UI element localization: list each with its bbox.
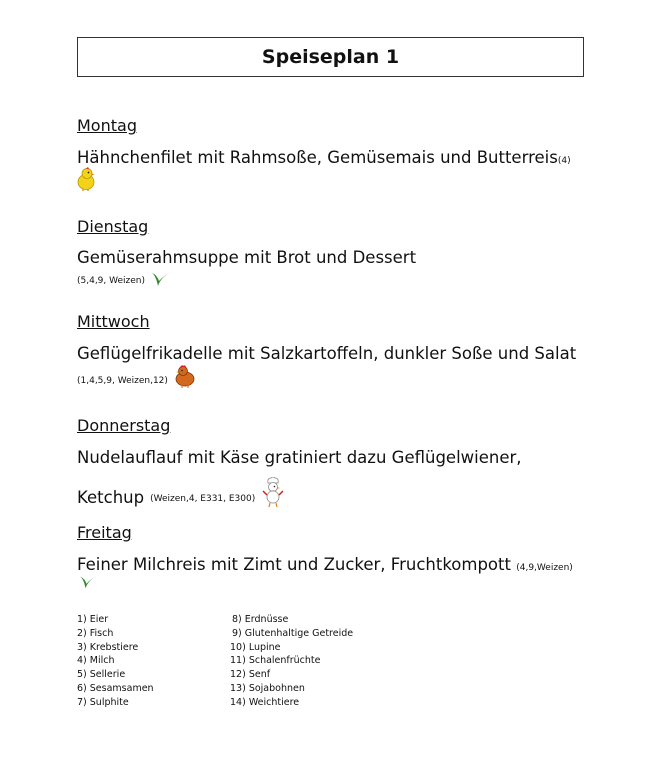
legend-item: 3) Krebstiere [77,641,139,653]
allergen-line-dienstag [77,270,175,288]
allergen-codes: (5,4,9, Weizen) [77,276,146,286]
meal-dienstag: Gemüserahmsuppe mit Brot und Dessert [77,248,417,267]
legend-item: 9) Glutenhaltige Getreide [232,627,354,639]
day-heading-dienstag: Dienstag [77,217,149,236]
day-heading-montag: Montag [77,116,137,135]
legend-item: 11) Schalenfrüchte [230,655,321,667]
meal-donnerstag-line2 [77,477,285,507]
allergen-legend-right [230,613,353,710]
legend-item: 12) Senf [230,669,271,681]
allergen-codes: (1,4,5,9, Weizen,12) [77,376,168,386]
allergen-codes: (4) [557,156,571,166]
legend-item: 14) Weichtiere [230,696,300,708]
meal-donnerstag-line1: Nudelauflauf mit Käse gratiniert dazu Geflügelwiener, [77,448,522,467]
chick-icon [76,167,96,191]
title-box [77,37,584,77]
meal-text: Feiner Milchreis mit Zimt und Zucker, Fruchtkompott [77,555,511,574]
day-heading-freitag: Freitag [77,523,132,542]
meal-text: Hähnchenfilet mit Rahmsoße, Gemüsemais und Butterreis [77,148,558,167]
legend-item: 7) Sulphite [77,696,129,708]
meal-freitag [77,555,573,574]
meal-mittwoch: Geflügelfrikadelle mit Salzkartoffeln, dunkler Soße und Salat [77,344,577,363]
page-title: Speiseplan 1 [261,46,400,68]
allergen-legend-left [77,613,154,710]
legend-item: 2) Fisch [77,627,114,639]
legend-item: 1) Eier [77,614,109,625]
day-heading-mittwoch: Mittwoch [77,312,150,331]
vegetarian-check-icon [78,574,102,590]
allergen-codes: (Weizen,4, E331, E300) [150,494,256,504]
allergen-codes: (4,9,Weizen) [516,563,573,573]
allergen-line-mittwoch [77,364,196,388]
day-heading-donnerstag: Donnerstag [77,416,171,435]
legend-item: 6) Sesamsamen [77,682,154,694]
hen-icon [174,364,196,388]
legend-item: 8) Erdnüsse [232,614,289,625]
legend-item: 4) Milch [77,655,115,667]
legend-item: 5) Sellerie [77,669,126,681]
meal-text: Ketchup [77,488,145,507]
rooster-chef-icon [261,477,285,507]
legend-item: 10) Lupine [230,641,281,653]
meal-montag [77,148,571,167]
vegetarian-check-icon [151,270,175,288]
legend-item: 13) Sojabohnen [230,682,305,694]
